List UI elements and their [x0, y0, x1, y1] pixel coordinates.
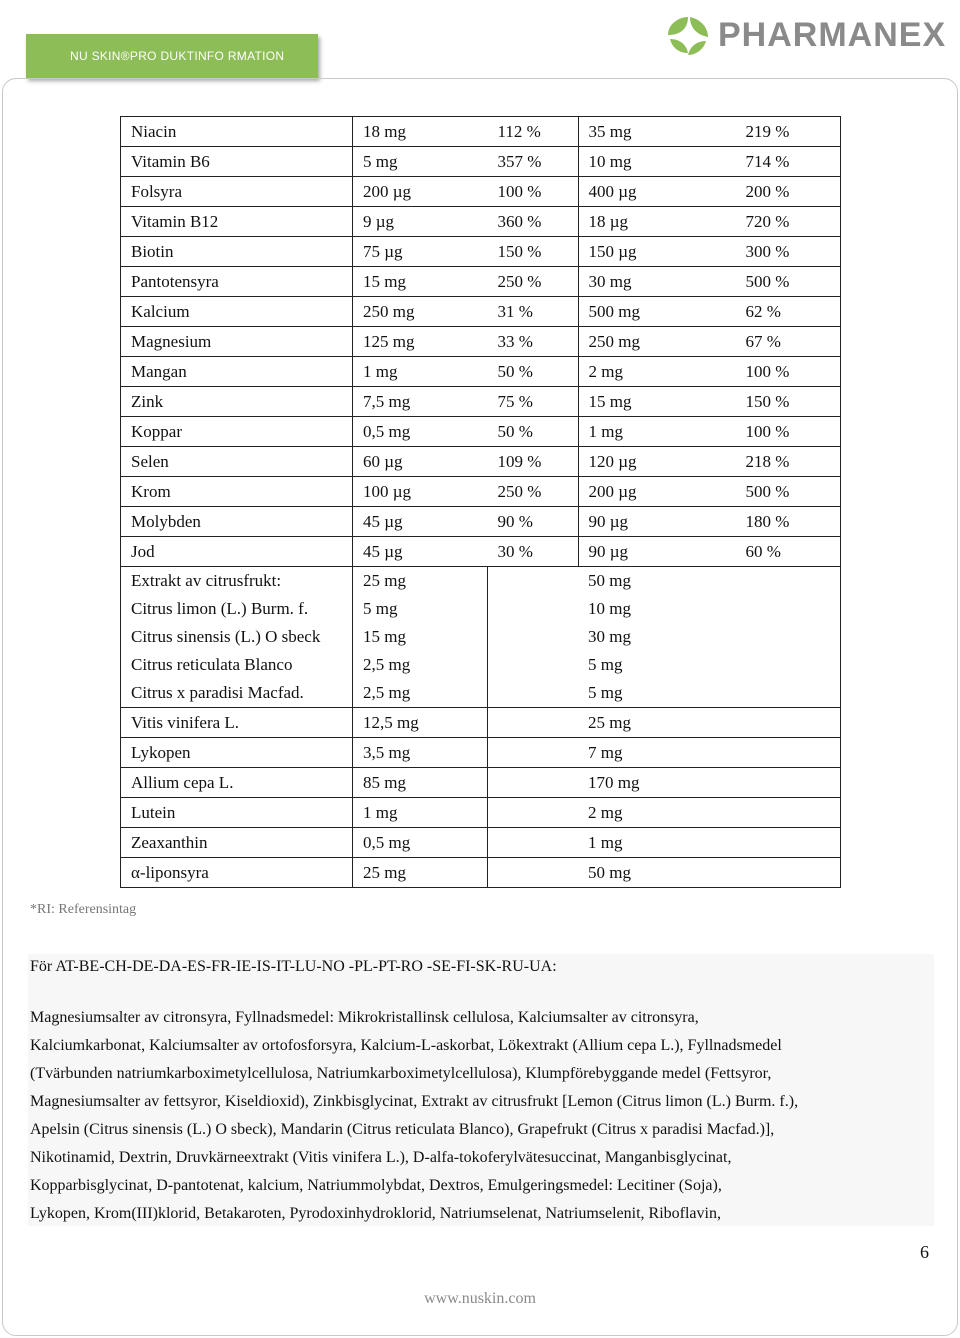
extract-row: [121, 595, 841, 623]
ri-percent-day: 180 %: [736, 507, 841, 537]
nutrient-name: Biotin: [121, 237, 353, 267]
amount-per-day: 1 mg: [578, 828, 736, 858]
nutrient-name: Koppar: [121, 417, 353, 447]
ingredient-name: Lykopen: [121, 738, 353, 768]
nutrient-name: Selen: [121, 447, 353, 477]
nutrient-name: Niacin: [121, 117, 353, 147]
amount-per-day: 18 µg: [578, 207, 736, 237]
ingredient-row: [121, 738, 841, 768]
amount-per-day: 10 mg: [578, 147, 736, 177]
ingredients-line: Kalciumkarbonat, Kalciumsalter av ortofosforsyra, Kalcium-L-askorbat, Lökextrakt (Allium cepa L.), Fyllnadsmedel: [30, 1037, 782, 1054]
empty-cell: [488, 595, 579, 623]
ri-percent-day: 720 %: [736, 207, 841, 237]
ingredients-line: Magnesiumsalter av fettsyror, Kiseldioxid), Zinkbisglycinat, Extrakt av citrusfrukt [Lemon (Citrus limon (L.) Burm. f.),: [30, 1093, 799, 1110]
amount-per-dose: 12,5 mg: [353, 708, 488, 738]
empty-cell: [488, 567, 579, 596]
ri-percent-dose: 360 %: [488, 207, 579, 237]
amount-per-day: 90 µg: [578, 507, 736, 537]
empty-cell: [736, 623, 841, 651]
ri-percent-dose: 75 %: [488, 387, 579, 417]
nutrient-name: Folsyra: [121, 177, 353, 207]
ingredient-name: Allium cepa L.: [121, 768, 353, 798]
empty-cell: [488, 623, 579, 651]
logo-text: PHARMANEX: [718, 15, 947, 54]
ingredient-name: Lutein: [121, 798, 353, 828]
amount-per-day: 200 µg: [578, 477, 736, 507]
extract-name: Citrus limon (L.) Burm. f.: [121, 595, 353, 623]
extract-row: [121, 567, 841, 596]
nutrient-row: [121, 327, 841, 357]
ri-percent-day: 500 %: [736, 477, 841, 507]
amount-per-dose: 25 mg: [353, 858, 488, 888]
ingredient-name: Zeaxanthin: [121, 828, 353, 858]
amount-per-day: 25 mg: [578, 708, 736, 738]
amount-per-dose: 15 mg: [353, 267, 488, 297]
ingredient-name: Vitis vinifera L.: [121, 708, 353, 738]
ingredient-row: [121, 798, 841, 828]
ri-percent-dose: 50 %: [488, 357, 579, 387]
amount-per-dose: 15 mg: [353, 623, 488, 651]
extract-name: Citrus reticulata Blanco: [121, 651, 353, 679]
nutrient-name: Vitamin B12: [121, 207, 353, 237]
amount-per-day: 2 mg: [578, 357, 736, 387]
ri-percent-dose: 31 %: [488, 297, 579, 327]
amount-per-day: 90 µg: [578, 537, 736, 567]
ingredients-line: Kopparbisglycinat, D-pantotenat, kalcium, Natriummolybdat, Dextros, Emulgeringsmedel: Lecitiner (Soja),: [30, 1177, 722, 1194]
footnote: *RI: Referensintag: [30, 902, 137, 917]
amount-per-day: 7 mg: [578, 738, 736, 768]
product-info-tab-label: NU SKIN®PRO DUKTINFO RMATION: [70, 49, 285, 63]
nutrient-name: Kalcium: [121, 297, 353, 327]
empty-cell: [488, 798, 579, 828]
nutrient-row: [121, 507, 841, 537]
amount-per-dose: 7,5 mg: [353, 387, 488, 417]
empty-cell: [488, 738, 579, 768]
ri-percent-day: 150 %: [736, 387, 841, 417]
ri-percent-dose: 150 %: [488, 237, 579, 267]
nutrient-name: Molybden: [121, 507, 353, 537]
nutrient-row: [121, 477, 841, 507]
nutrient-name: Zink: [121, 387, 353, 417]
nutrient-row: [121, 207, 841, 237]
amount-per-dose: 25 mg: [353, 567, 488, 596]
amount-per-day: 2 mg: [578, 798, 736, 828]
empty-cell: [736, 858, 841, 888]
ri-percent-dose: 90 %: [488, 507, 579, 537]
ri-percent-dose: 357 %: [488, 147, 579, 177]
ri-percent-day: 300 %: [736, 237, 841, 267]
ingredient-row: [121, 768, 841, 798]
ri-percent-day: 60 %: [736, 537, 841, 567]
ingredient-row: [121, 858, 841, 888]
empty-cell: [488, 651, 579, 679]
amount-per-day: 10 mg: [588, 599, 631, 618]
extract-name: Extrakt av citrusfrukt:: [121, 567, 353, 596]
nutrient-row: [121, 147, 841, 177]
amount-per-dose: 5 mg: [353, 147, 488, 177]
amount-per-dose: 2,5 mg: [353, 679, 488, 708]
empty-cell: [736, 738, 841, 768]
amount-per-day: 1 mg: [578, 417, 736, 447]
ri-percent-day: 500 %: [736, 267, 841, 297]
amount-per-day: 500 mg: [578, 297, 736, 327]
amount-per-dose: 1 mg: [353, 798, 488, 828]
empty-cell: [736, 595, 841, 623]
amount-per-day: 50 mg: [578, 858, 736, 888]
ri-percent-day: 219 %: [736, 117, 841, 147]
page-number: 6: [920, 1242, 929, 1262]
ri-percent-day: 200 %: [736, 177, 841, 207]
amount-per-day: 30 mg: [578, 267, 736, 297]
amount-per-dose: 100 µg: [353, 477, 488, 507]
empty-cell: [488, 768, 579, 798]
amount-per-day: 170 mg: [578, 768, 736, 798]
ri-percent-day: 62 %: [736, 297, 841, 327]
amount-per-day: 400 µg: [578, 177, 736, 207]
empty-cell: [736, 768, 841, 798]
amount-per-dose: 5 mg: [353, 595, 488, 623]
empty-cell: [736, 651, 841, 679]
amount-per-dose: 2,5 mg: [353, 651, 488, 679]
amount-per-day: 30 mg: [588, 627, 631, 646]
empty-cell: [736, 828, 841, 858]
ingredients-heading: För AT-BE-CH-DE-DA-ES-FR-IE-IS-IT-LU-NO -PL-PT-RO -SE-FI-SK-RU-UA:: [30, 958, 557, 975]
amount-per-dose: 75 µg: [353, 237, 488, 267]
extract-row: [121, 651, 841, 679]
ri-percent-dose: 30 %: [488, 537, 579, 567]
amount-per-dose: 3,5 mg: [353, 738, 488, 768]
nutrient-name: Krom: [121, 477, 353, 507]
amount-per-day: 5 mg: [588, 655, 623, 674]
amount-per-dose: 18 mg: [353, 117, 488, 147]
ri-percent-dose: 250 %: [488, 477, 579, 507]
amount-per-day: 120 µg: [578, 447, 736, 477]
amount-per-dose: 60 µg: [353, 447, 488, 477]
empty-cell: [736, 567, 841, 596]
footer-url[interactable]: www.nuskin.com: [424, 1290, 536, 1307]
amount-per-dose: 9 µg: [353, 207, 488, 237]
pharmanex-logo: [664, 12, 954, 58]
amount-per-dose: 45 µg: [353, 507, 488, 537]
amount-per-dose: 45 µg: [353, 537, 488, 567]
empty-cell: [488, 858, 579, 888]
empty-cell: [736, 679, 841, 708]
amount-per-dose: 85 mg: [353, 768, 488, 798]
extract-row: [121, 679, 841, 708]
ri-percent-day: 714 %: [736, 147, 841, 177]
ri-percent-dose: 112 %: [488, 117, 579, 147]
amount-per-dose: 125 mg: [353, 327, 488, 357]
amount-per-day: 5 mg: [578, 679, 736, 708]
empty-cell: [736, 708, 841, 738]
amount-per-day: 35 mg: [578, 117, 736, 147]
empty-cell: [488, 828, 579, 858]
ingredients-line: Lykopen, Krom(III)klorid, Betakaroten, Pyrodoxinhydroklorid, Natriumselenat, Natriumselenit, Riboflavin,: [30, 1205, 721, 1222]
amount-per-day: 150 µg: [578, 237, 736, 267]
ingredients-text: [30, 1004, 930, 1228]
amount-per-day: 15 mg: [578, 387, 736, 417]
nutrient-name: Vitamin B6: [121, 147, 353, 177]
nutrient-row: [121, 417, 841, 447]
ri-percent-day: 100 %: [736, 417, 841, 447]
extract-name: Citrus x paradisi Macfad.: [121, 679, 353, 708]
nutrient-row: [121, 267, 841, 297]
ingredient-row: [121, 828, 841, 858]
nutrient-row: [121, 537, 841, 567]
ingredient-name: α-liponsyra: [121, 858, 353, 888]
nutrient-name: Jod: [121, 537, 353, 567]
amount-per-dose: 1 mg: [353, 357, 488, 387]
amount-per-day: 50 mg: [588, 571, 631, 590]
nutrient-name: Pantotensyra: [121, 267, 353, 297]
extract-row: [121, 623, 841, 651]
ingredients-line: Nikotinamid, Dextrin, Druvkärneextrakt (Vitis vinifera L.), D-alfa-tokoferylvätesuccinat, Manganbisglycinat,: [30, 1149, 732, 1166]
nutrient-name: Magnesium: [121, 327, 353, 357]
nutrient-row: [121, 117, 841, 147]
ri-percent-dose: 33 %: [488, 327, 579, 357]
product-info-tab: [26, 34, 318, 78]
empty-cell: [488, 708, 579, 738]
amount-per-dose: 200 µg: [353, 177, 488, 207]
nutrient-row: [121, 387, 841, 417]
extract-name: Citrus sinensis (L.) O sbeck: [121, 623, 353, 651]
ri-percent-dose: 109 %: [488, 447, 579, 477]
ingredients-line: Apelsin (Citrus sinensis (L.) O sbeck), Mandarin (Citrus reticulata Blanco), Grapefrukt (Citrus x paradisi Macfad.)],: [30, 1121, 775, 1138]
amount-per-day: 250 mg: [578, 327, 736, 357]
ingredients-line: Magnesiumsalter av citronsyra, Fyllnadsmedel: Mikrokristallinsk cellulosa, Kalciumsalter av citronsyra,: [30, 1009, 699, 1026]
nutrient-table: [120, 116, 841, 888]
nutrient-row: [121, 357, 841, 387]
amount-per-dose: 0,5 mg: [353, 417, 488, 447]
empty-cell: [488, 679, 579, 708]
amount-per-dose: 250 mg: [353, 297, 488, 327]
nutrient-row: [121, 447, 841, 477]
ri-percent-dose: 250 %: [488, 267, 579, 297]
ingredient-row: [121, 708, 841, 738]
ri-percent-dose: 100 %: [488, 177, 579, 207]
ri-percent-day: 100 %: [736, 357, 841, 387]
nutrient-row: [121, 237, 841, 267]
ri-percent-dose: 50 %: [488, 417, 579, 447]
nutrient-row: [121, 177, 841, 207]
nutrient-row: [121, 297, 841, 327]
amount-per-dose: 0,5 mg: [353, 828, 488, 858]
ri-percent-day: 218 %: [736, 447, 841, 477]
empty-cell: [736, 798, 841, 828]
leaf-logo-icon: [664, 13, 712, 57]
ingredients-line: (Tvärbunden natriumkarboximetylcellulosa, Natriumkarboximetylcellulosa), Klumpförebyggande medel (Fettsyror,: [30, 1065, 772, 1082]
nutrient-name: Mangan: [121, 357, 353, 387]
ri-percent-day: 67 %: [736, 327, 841, 357]
